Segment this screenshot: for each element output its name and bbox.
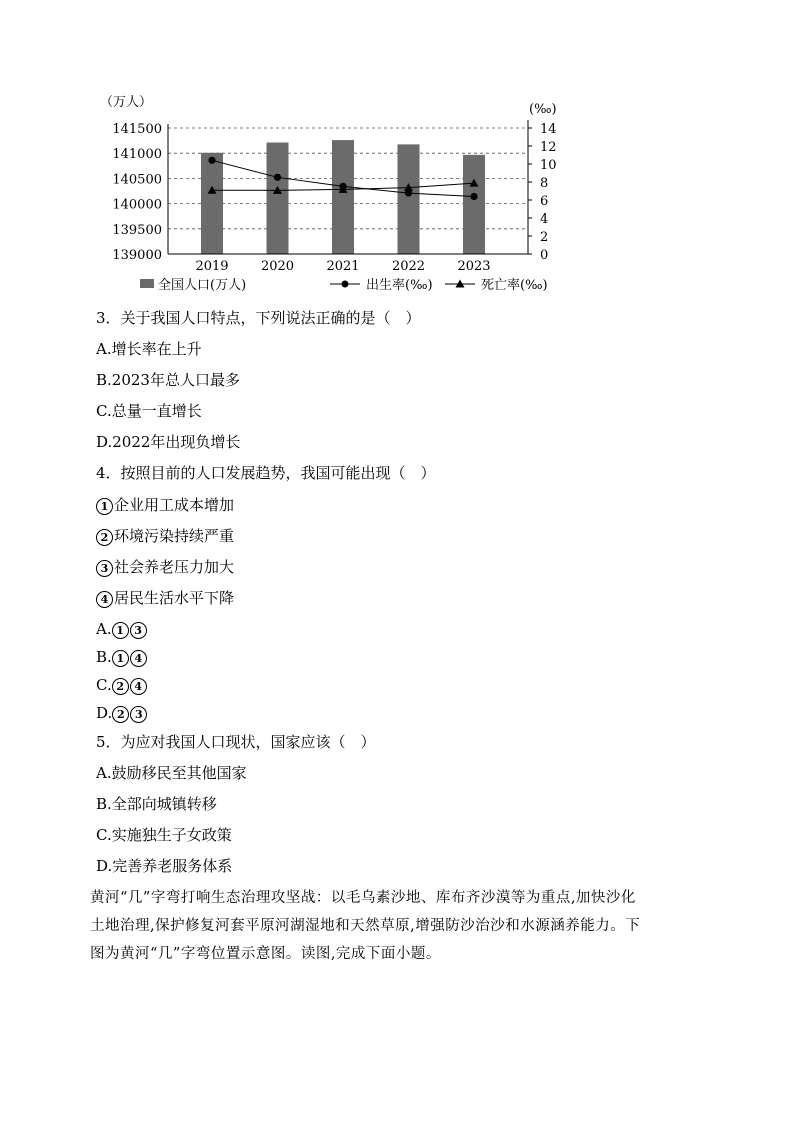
birth-rate-point-2020: [274, 174, 281, 181]
left-tick-label: 140500: [112, 172, 162, 188]
population-bar-2023: [463, 155, 485, 254]
left-tick-label: 141500: [112, 122, 162, 137]
left-tick-label: 139500: [112, 222, 162, 238]
q3-option-b[interactable]: B.2023年总人口最多: [96, 371, 240, 389]
legend-bar-swatch: [140, 279, 154, 288]
q4-item-text: 环境污染持续严重: [114, 527, 235, 545]
q4-item-text: 企业用工成本增加: [114, 496, 235, 514]
q3-stem: 3．关于我国人口特点，下列说法正确的是（ ）: [96, 309, 421, 327]
q4-stem: 4．按照目前的人口发展趋势，我国可能出现（ ）: [96, 464, 436, 482]
x-tick-label: 2021: [326, 259, 360, 274]
passage-line: 黄河“几”字弯打响生态治理攻坚战：以毛乌素沙地、库布齐沙漠等为重点,加快沙化: [90, 890, 636, 906]
q4-item-1: [96, 495, 234, 515]
population-chart: [0, 0, 794, 300]
circled-number: 4: [130, 678, 147, 695]
circled-number: 1: [112, 622, 129, 639]
q4-option-c[interactable]: [96, 675, 148, 695]
circled-number: 1: [96, 498, 113, 515]
legend: [140, 277, 548, 293]
left-tick-label: 141000: [112, 147, 162, 163]
passage-line: 图为黄河“几”字弯位置示意图。读图,完成下面小题。: [90, 946, 441, 962]
circled-number: 2: [112, 706, 129, 723]
q4-option-a[interactable]: [96, 619, 148, 639]
birth-rate-point-2019: [208, 157, 215, 164]
reading-passage: [90, 884, 700, 968]
circled-number: 4: [96, 591, 113, 608]
population-bar-2019: [201, 153, 223, 254]
passage-line: 土地治理,保护修复河套平原河湖湿地和天然草原,增强防沙治沙和水源涵养能力。下: [90, 918, 641, 934]
circled-number: 3: [96, 560, 113, 577]
q4-item-text: 居民生活水平下降: [114, 589, 235, 607]
q5-option-b[interactable]: B.全部向城镇转移: [96, 795, 217, 813]
circled-number: 1: [112, 650, 129, 667]
legend-birth-marker: [342, 281, 349, 288]
birth-rate-point-2023: [470, 193, 477, 200]
right-tick-label: 8: [540, 176, 549, 191]
right-axis-unit: (‰): [529, 102, 557, 117]
q5-stem: 5．为应对我国人口现状，国家应该（ ）: [96, 733, 376, 751]
circled-number: 3: [130, 622, 147, 639]
option-letter: B.: [96, 648, 112, 666]
q3-option-c[interactable]: C.总量一直增长: [96, 402, 202, 420]
circled-number: 2: [112, 678, 129, 695]
population-bars: [201, 140, 485, 254]
left-tick-label: 139000: [112, 248, 162, 263]
right-tick-label: 14: [540, 122, 557, 137]
population-bar-2022: [398, 144, 420, 254]
legend-birth-label: 出生率(‰): [366, 278, 433, 293]
q4-item-3: [96, 557, 234, 577]
population-bar-2020: [267, 143, 289, 254]
legend-bar-label: 全国人口(万人): [158, 278, 247, 293]
q4-item-2: [96, 526, 234, 546]
q5-option-d[interactable]: D.完善养老服务体系: [96, 857, 233, 875]
circled-number: 4: [130, 650, 147, 667]
q4-option-b[interactable]: [96, 647, 148, 667]
left-axis-unit: （万人）: [100, 95, 153, 110]
right-tick-label: 12: [540, 140, 557, 155]
q4-option-d[interactable]: [96, 703, 148, 723]
q4-item-text: 社会养老压力加大: [114, 558, 235, 576]
right-tick-label: 4: [540, 212, 549, 227]
x-tick-label: 2020: [260, 259, 295, 274]
q3-option-d[interactable]: D.2022年出现负增长: [96, 433, 241, 451]
option-letter: D.: [96, 704, 113, 722]
x-tick-label: 2023: [457, 259, 491, 274]
left-tick-label: 140000: [112, 197, 162, 213]
legend-death-label: 死亡率(‰): [481, 278, 548, 293]
option-letter: C.: [96, 676, 112, 694]
q3-option-a[interactable]: A.增长率在上升: [96, 340, 202, 358]
q5-option-a[interactable]: A.鼓励移民至其他国家: [96, 764, 247, 782]
right-tick-label: 6: [540, 194, 549, 209]
x-tick-label: 2019: [195, 259, 229, 274]
right-tick-label: 10: [540, 158, 557, 173]
option-letter: A.: [96, 620, 112, 638]
population-bar-2021: [332, 140, 354, 254]
right-tick-label: 2: [540, 230, 549, 245]
q5-option-c[interactable]: C.实施独生子女政策: [96, 826, 232, 844]
x-tick-label: 2022: [391, 259, 426, 274]
q4-item-4: [96, 588, 234, 608]
right-tick-label: 0: [540, 248, 549, 263]
circled-number: 2: [96, 529, 113, 546]
circled-number: 3: [130, 706, 147, 723]
